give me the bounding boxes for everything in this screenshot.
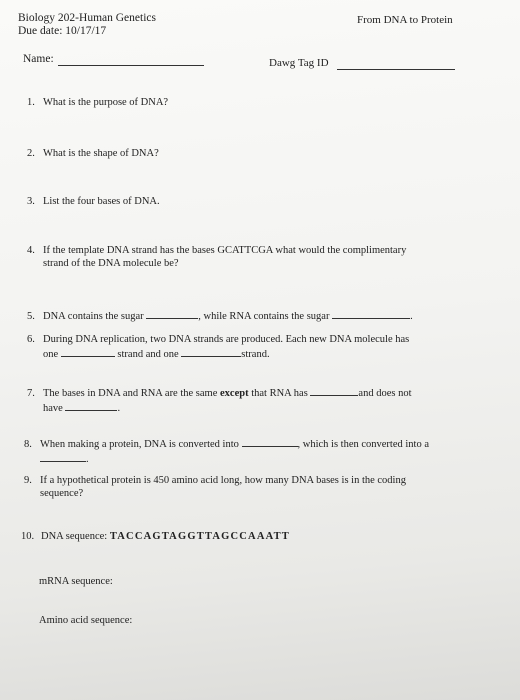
worksheet-topic: From DNA to Protein bbox=[357, 14, 453, 26]
question-text: When making a protein, DNA is converted into bbox=[40, 439, 239, 450]
question-text: strand and one bbox=[117, 349, 179, 360]
question-text: . bbox=[86, 454, 89, 465]
question-8 bbox=[24, 436, 429, 466]
question-4 bbox=[27, 244, 406, 270]
question-number: 1. bbox=[27, 97, 35, 108]
answer-blank[interactable] bbox=[242, 436, 298, 447]
question-number: 7. bbox=[27, 388, 35, 399]
question-text-cont: strand of the DNA molecule be? bbox=[43, 258, 179, 269]
question-text: , while RNA contains the sugar bbox=[198, 311, 330, 322]
question-7 bbox=[27, 385, 412, 415]
question-text: . bbox=[117, 403, 121, 414]
answer-blank[interactable] bbox=[146, 308, 198, 319]
question-10 bbox=[21, 530, 290, 543]
question-number: 8. bbox=[24, 439, 32, 450]
question-text: strand. bbox=[241, 349, 270, 360]
question-text-emphasis: except bbox=[220, 388, 249, 399]
question-text: DNA contains the sugar bbox=[43, 311, 144, 322]
question-text: have bbox=[43, 403, 63, 414]
answer-blank[interactable] bbox=[181, 346, 241, 357]
question-number: 9. bbox=[24, 475, 32, 486]
question-3 bbox=[27, 195, 160, 208]
question-text: and does not bbox=[358, 388, 412, 399]
question-9 bbox=[24, 474, 406, 500]
question-text: , which is then converted into a bbox=[297, 439, 430, 450]
question-text-cont: sequence? bbox=[40, 488, 84, 499]
answer-blank[interactable] bbox=[61, 346, 115, 357]
question-2 bbox=[27, 147, 159, 160]
name-label: Name: bbox=[23, 53, 54, 65]
question-number: 2. bbox=[27, 148, 35, 159]
answer-blank[interactable] bbox=[40, 451, 86, 462]
question-text: If a hypothetical protein is 450 amino acid long, how many DNA bases is in the coding bbox=[40, 475, 406, 486]
mrna-sequence-label: mRNA sequence: bbox=[39, 576, 113, 587]
amino-acid-sequence-label: Amino acid sequence: bbox=[39, 615, 133, 626]
question-number: 10. bbox=[21, 531, 35, 542]
dawg-tag-field[interactable] bbox=[337, 59, 455, 70]
question-text: What is the purpose of DNA? bbox=[43, 97, 169, 108]
answer-blank[interactable] bbox=[310, 385, 358, 396]
question-text: List the four bases of DNA. bbox=[43, 196, 160, 207]
question-number: 6. bbox=[27, 334, 35, 345]
due-date: Due date: 10/17/17 bbox=[18, 25, 107, 37]
question-text: DNA sequence: bbox=[41, 531, 108, 542]
question-number: 5. bbox=[27, 311, 35, 322]
question-5 bbox=[27, 308, 413, 323]
question-text: . bbox=[410, 311, 413, 322]
question-text: one bbox=[43, 349, 59, 360]
question-text: If the template DNA strand has the bases GCATTCGA what would the complimentary bbox=[43, 245, 407, 256]
name-field[interactable] bbox=[58, 55, 204, 66]
dawg-tag-label: Dawg Tag ID bbox=[269, 57, 329, 69]
answer-blank[interactable] bbox=[65, 400, 117, 411]
question-text: What is the shape of DNA? bbox=[43, 148, 159, 159]
question-1 bbox=[27, 96, 168, 109]
course-title: Biology 202-Human Genetics bbox=[18, 12, 156, 24]
question-text: The bases in DNA and RNA are the same bbox=[43, 388, 218, 399]
answer-blank[interactable] bbox=[332, 308, 410, 319]
question-number: 4. bbox=[27, 245, 35, 256]
dna-sequence: TACCAGTAGGTTAGCCAAATT bbox=[109, 531, 291, 542]
question-number: 3. bbox=[27, 196, 35, 207]
question-text: that RNA has bbox=[251, 388, 308, 399]
question-text: During DNA replication, two DNA strands are produced. Each new DNA molecule has bbox=[43, 334, 410, 345]
question-6 bbox=[27, 333, 409, 361]
